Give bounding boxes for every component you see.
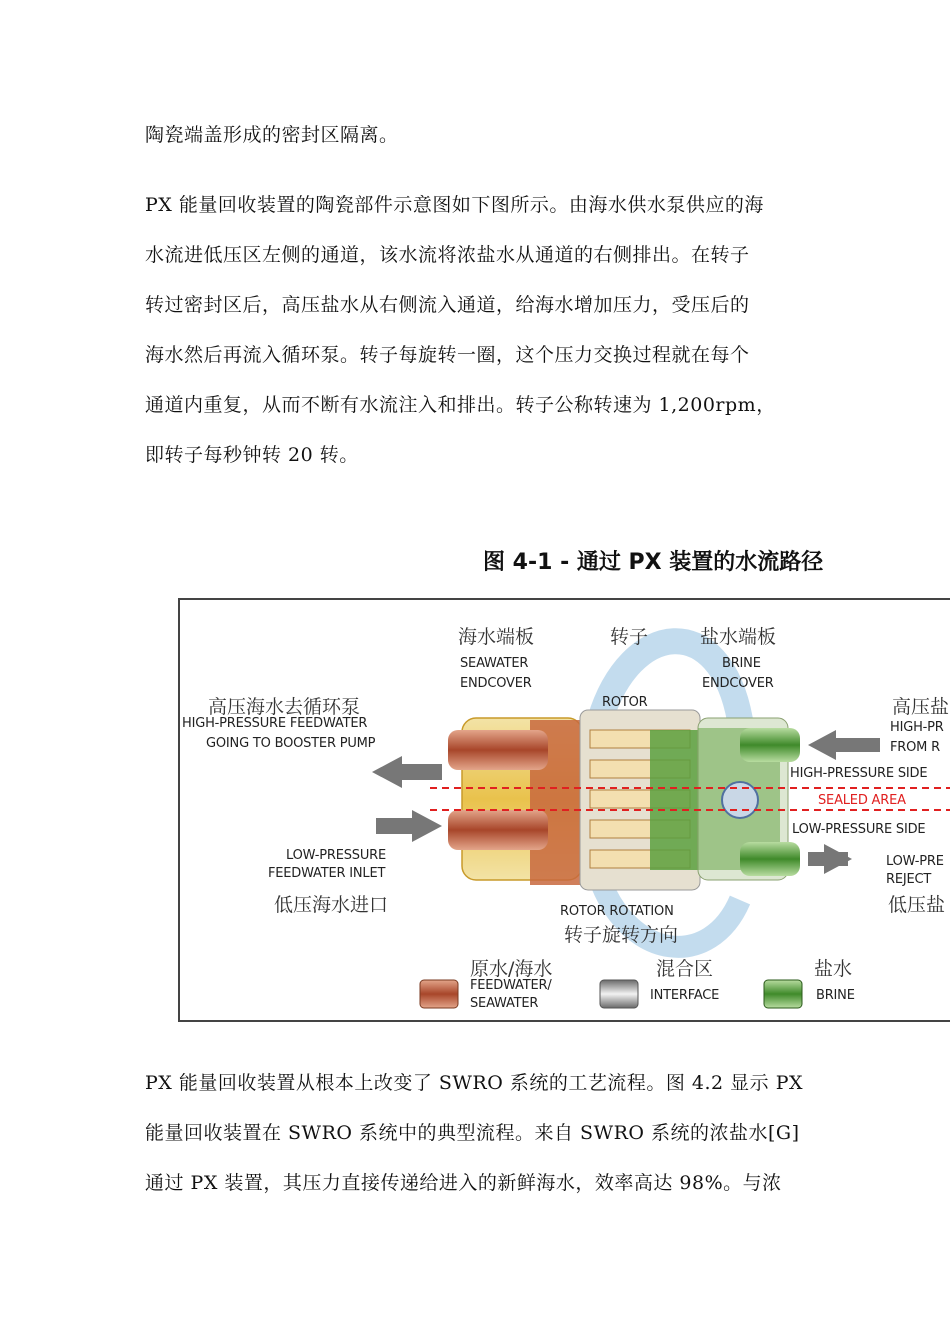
paragraph-line: 即转子每秒钟转 20 转。	[145, 444, 359, 466]
lp-in-arrow	[376, 810, 442, 842]
label-seawater-endcover-cn: 海水端板	[458, 626, 535, 648]
paragraph-line: 能量回收装置在 SWRO 系统中的典型流程。来自 SWRO 系统的浓盐水[G]	[145, 1122, 800, 1144]
hp-brine-in-arrow	[808, 730, 880, 760]
px-device-diagram	[178, 598, 950, 1022]
label-brine-endcover-en: ENDCOVER	[702, 676, 774, 691]
label-rotor-cn: 转子	[610, 626, 649, 648]
label-seawater-endcover-en: SEAWATER	[460, 656, 529, 671]
label-hp-out-en: GOING TO BOOSTER PUMP	[206, 736, 376, 751]
legend-swatch-feedwater	[420, 980, 458, 1008]
hp-feed-tube	[448, 730, 548, 770]
label-hp-out-cn: 高压海水去循环泵	[208, 696, 361, 718]
legend-label-feedwater-en: SEAWATER	[470, 996, 539, 1011]
legend-swatch-brine	[764, 980, 802, 1008]
label-lp-in-en: FEEDWATER INLET	[268, 866, 386, 881]
label-lp-in-cn: 低压海水进口	[274, 894, 389, 916]
label-hp-in-cn: 高压盐	[892, 696, 950, 718]
legend-label-feedwater-en: FEEDWATER/	[470, 978, 552, 993]
label-lp-out-en: REJECT	[886, 872, 932, 887]
paragraph-line: 通道内重复，从而不断有水流注入和排出。转子公称转速为 1,200rpm，	[145, 394, 776, 416]
label-lp-side: LOW-PRESSURE SIDE	[792, 822, 926, 837]
paragraph-line: 陶瓷端盖形成的密封区隔离。	[145, 124, 399, 146]
legend-label-brine-cn: 盐水	[814, 958, 853, 980]
hp-brine-tube	[740, 728, 800, 762]
label-lp-out-cn: 低压盐	[888, 894, 946, 916]
hp-out-arrow	[372, 756, 442, 788]
label-brine-endcover-en: BRINE	[722, 656, 761, 671]
paragraph-line: 转过密封区后，高压盐水从右侧流入通道，给海水增加压力，受压后的	[145, 294, 750, 316]
label-sealed-area: SEALED AREA	[818, 793, 906, 808]
label-hp-in-en: FROM R	[890, 740, 940, 755]
label-rotation-cn: 转子旋转方向	[564, 924, 679, 946]
figure-title: 图 4-1 - 通过 PX 装置的水流路径	[483, 550, 824, 575]
label-seawater-endcover-en: ENDCOVER	[460, 676, 532, 691]
paragraph-line: 水流进低压区左侧的通道，该水流将浓盐水从通道的右侧排出。在转子	[145, 244, 750, 266]
legend-label-brine-en: BRINE	[816, 988, 855, 1003]
lp-feed-tube	[448, 810, 548, 850]
label-lp-in-en: LOW-PRESSURE	[286, 848, 386, 863]
legend-label-feedwater-cn: 原水/海水	[470, 958, 553, 980]
label-hp-in-en: HIGH-PR	[890, 720, 944, 735]
legend-label-interface-en: INTERFACE	[650, 988, 720, 1003]
paragraph-line: 海水然后再流入循环泵。转子每旋转一圈，这个压力交换过程就在每个	[145, 344, 750, 366]
paragraph-line: PX 能量回收装置的陶瓷部件示意图如下图所示。由海水供水泵供应的海	[145, 194, 764, 216]
label-brine-endcover-cn: 盐水端板	[700, 626, 777, 648]
legend-label-interface-cn: 混合区	[656, 958, 714, 980]
label-rotor-en: ROTOR	[602, 695, 648, 710]
paragraph-line: PX 能量回收装置从根本上改变了 SWRO 系统的工艺流程。图 4.2 显示 PX	[145, 1072, 804, 1094]
paragraph-line: 通过 PX 装置，其压力直接传递给进入的新鲜海水，效率高达 98%。与浓	[145, 1172, 782, 1194]
label-hp-side: HIGH-PRESSURE SIDE	[790, 766, 928, 781]
label-rotation-en: ROTOR ROTATION	[560, 904, 674, 919]
label-hp-out-en: HIGH-PRESSURE FEEDWATER	[182, 716, 368, 731]
label-lp-out-en: LOW-PRE	[886, 854, 944, 869]
lp-brine-tube	[740, 842, 800, 876]
legend-swatch-interface	[600, 980, 638, 1008]
